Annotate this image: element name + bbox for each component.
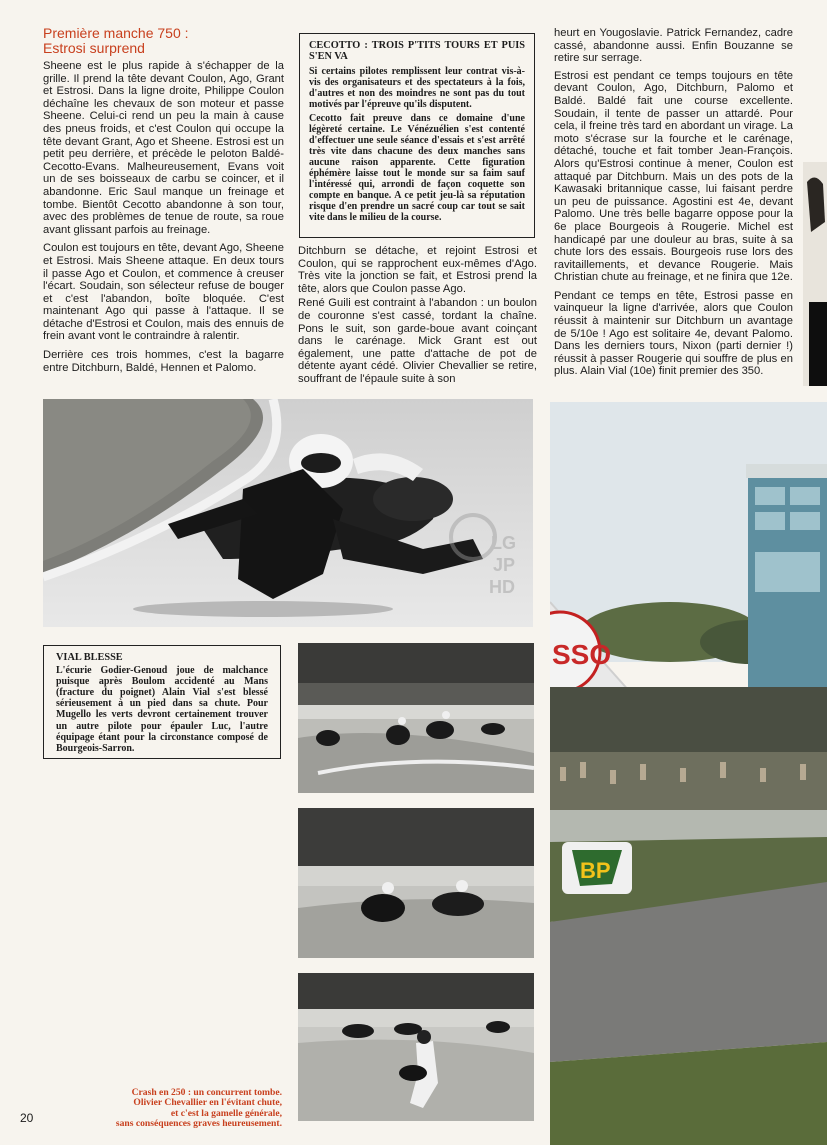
- page-number: 20: [20, 1111, 34, 1125]
- sidebar-box-vial: [43, 645, 281, 759]
- crash-photo-image: [43, 399, 533, 627]
- paragraph: Estrosi est pendant ce temps toujours en tête devant Coulon, Ago, Ditchburn, Palomo et Baldé. Baldé fait une course excellente. Soudain, il tente de passer un attardé. Pour cela, il freine très tard en abordant un virage. La moto s'écrase sur la fourche et le carénage, détaché, touche et fait tomber Jean-François. Alors qu'Estrosi continue à mener, Coulon est attaqué par Ditchburn. Mais un des pots de la Kawasaki britannique casse, lui faisant perdre un peu de puissance. Agostini est 4e, devant Palomo. Une très belle bagarre oppose pour la 6e place Bourgeois à Rougerie. Michel est handicapé par une douleur au bras, suite à sa chute lors des essais. Bourgeois ruse lors des ravitaillements, et devance Rougerie. Mais Christian chute au freinage, et ne finira que 12e.: [554, 69, 793, 284]
- article-column-3: [554, 27, 793, 384]
- paragraph: René Guili est contraint à l'abandon : un boulon de couronne s'est cassé, tordant la chaîne. Pons le suit, son garde-boue avant coinçant dans le carénage. Mick Grant est out également, une patte d'attache de pot de détente ayant cédé. Olivier Chevallier se retire, souffrant de l'épaule suite à son: [298, 297, 537, 385]
- article-column-2: [298, 245, 537, 392]
- paragraph: L'écurie Godier-Genoud joue de malchance puisque après Boulom accidenté au Mans (fracture du poignet) Alain Vial s'est blessé sérieusement à un pied dans sa chute. Pour Mugello les verts devront certainement trouver un autre pilote pour épauler Luc, l'autre équipage étant pour la circonstance composé de Bourgeois-Sarron.: [56, 665, 268, 754]
- circuit-photo-image: [550, 402, 827, 1145]
- svg-text:BP: BP: [580, 858, 611, 883]
- paragraph: Coulon est toujours en tête, devant Ago, Sheene et Estrosi. Mais Sheene attaque. En deux tours il passe Ago et Coulon, et commence à creuser l'écart. Soudain, son sélecteur refuse de bouger et c'est l'abandon, boîte bloquée. C'est maintenant Ago qui passe à l'attaque. Il se détache d'Estrosi et Coulon, mais des ennuis de frein avant vont le contraindre à ralentir.: [43, 242, 284, 343]
- paragraph: heurt en Yougoslavie. Patrick Fernandez, cadre cassé, abandonne aussi. Enfin Bouzanne se retire sur serrage.: [554, 27, 793, 65]
- svg-text:LG: LG: [491, 533, 516, 553]
- svg-text:SSO: SSO: [552, 639, 612, 670]
- paragraph: Derrière ces trois hommes, c'est la bagarre entre Ditchburn, Baldé, Hennen et Palomo.: [43, 349, 284, 374]
- paragraph: Si certains pilotes remplissent leur contrat vis-à-vis des organisateurs et des spectateurs à la fois, d'autres et non des moindres ne sont pas du tout motivés par l'épreuve qu'ils disputent.: [309, 66, 525, 111]
- paragraph: Cecotto fait preuve dans ce domaine d'une légèreté certaine. Le Vénézuélien s'est contenté d'effectuer une seule séance d'essais et s'est arrêté très vite dans chacune des deux manches sans aucune raison apparente. Cette figuration éphémère laisse tout le monde sur sa faim sauf l'intéressé qui, arrondi de façon coquette son compte en banque. A ce petit jeu-là sa réputation risque d'en prendre un sacré coup car tout se sait vite dans le milieu de la course.: [309, 112, 525, 224]
- edge-photo-image: [803, 162, 827, 386]
- crash-sequence-photo-3: [298, 973, 534, 1121]
- crash-sequence-image-2: [298, 808, 534, 958]
- article-column-1: [43, 26, 284, 380]
- crash-sequence-photo-1: [298, 643, 534, 793]
- crash-sequence-image-1: [298, 643, 534, 793]
- sidebar-box-cecotto: [299, 33, 535, 238]
- box-title: VIAL BLESSE: [56, 652, 123, 663]
- paragraph: Sheene est le plus rapide à s'échapper de la grille. Il prend la tête devant Coulon, Ago, Grant et Estrosi. Dans la ligne droite, Philippe Coulon déchaîne les chevaux de son moteur et passe Sheene. Celui-ci rend un peu la main à cause des pneus froids, et c'est Coulon qui occupe la tête devant Grant, Ago et Sheene. Estrosi est un petit peu derrière, et précède le peloton Baldé-Cecotto-Evans. Malheureusement, Evans voit un de ses boisseaux de carbu se coincer, et il abandonne. Eric Saul manque un freinage et tombe. Bientôt Cecotto abandonne à son tour, avec des problèmes de tenue de route, sa roue avant glissant parfois au freinage.: [43, 60, 284, 236]
- edge-photo-fragment: [803, 162, 827, 386]
- crash-sequence-image-3: [298, 973, 534, 1121]
- svg-text:HD: HD: [489, 577, 515, 597]
- photo-caption: Crash en 250 : un concurrent tombe. Olivier Chevallier en l'évitant chute, et c'est la gamelle générale, sans conséquences graves heureusement.: [115, 1087, 282, 1130]
- box-title: CECOTTO : TROIS P'TITS TOURS ET PUIS S'EN VA: [309, 40, 525, 63]
- crash-photo-main: [43, 399, 533, 627]
- paragraph: Pendant ce temps en tête, Estrosi passe en vainqueur la ligne d'arrivée, alors que Coulon réussit à maintenir sur Ditchburn un avantage de 5/10e ! Ago est solitaire 4e, devant Palomo. Dans les derniers tours, Nixon (parti dernier !) réussit à passer Rougerie qui souffre de plus en plus. Alain Vial (10e) finit premier des 350.: [554, 289, 793, 378]
- crash-sequence-photo-2: [298, 808, 534, 958]
- bp-sign: [562, 842, 632, 894]
- circuit-photo: [550, 402, 827, 1145]
- svg-text:JP: JP: [493, 555, 516, 575]
- article-heading: Première manche 750 : Estrosi surprend: [43, 25, 189, 56]
- paragraph: Ditchburn se détache, et rejoint Estrosi et Coulon, qui se rapprochent eux-mêmes d'Ago. Très vite la jonction se fait, et Estrosi prend la tête, alors que Coulon passe Ago.: [298, 245, 537, 295]
